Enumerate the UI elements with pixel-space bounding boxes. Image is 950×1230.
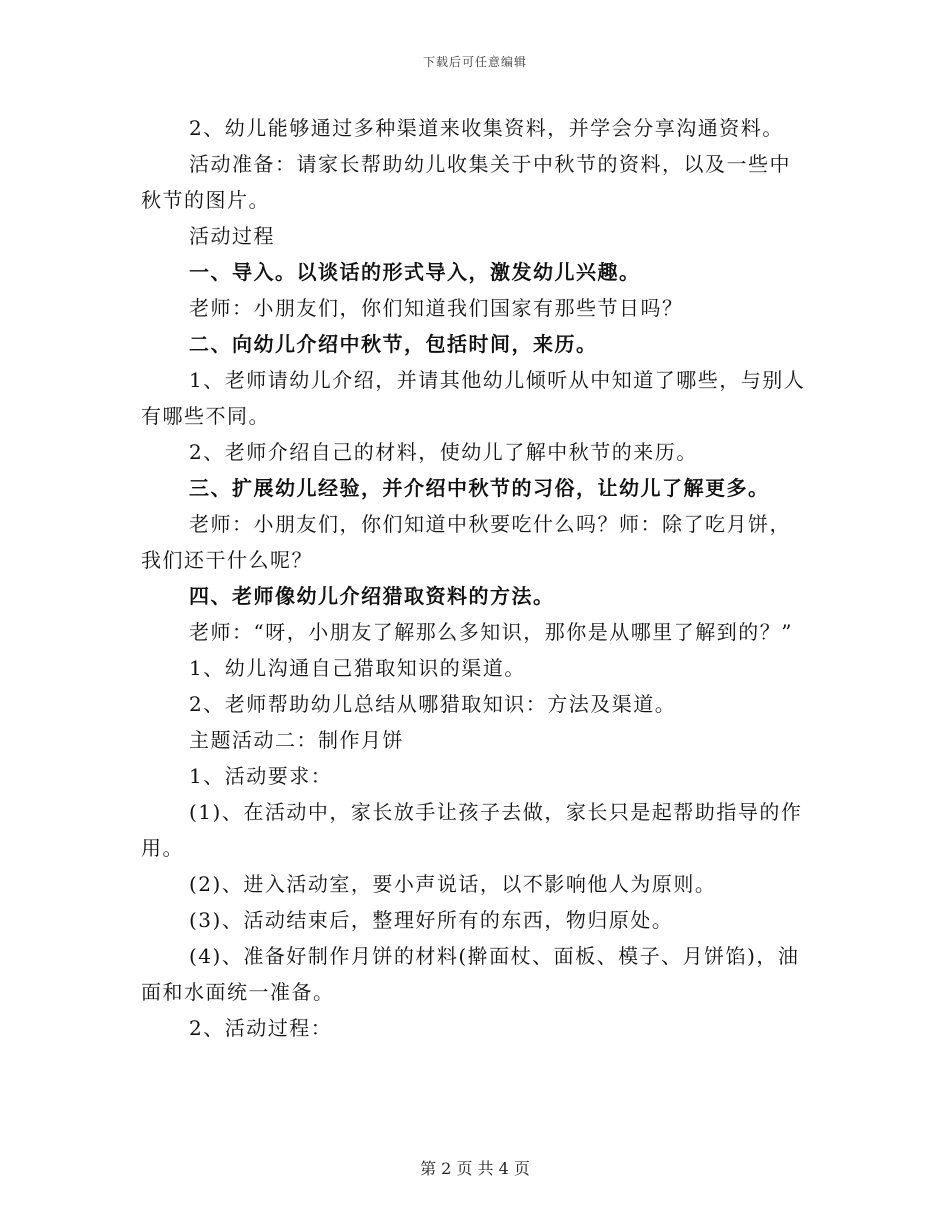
paragraph-3: 活动过程 [189,224,275,248]
section-heading-2: 二、向幼儿介绍中秋节，包括时间，来历。 [189,332,598,356]
paragraph-16: 1、活动要求： [189,764,333,788]
section-heading-1: 一、导入。以谈话的形式导入，激发幼儿兴趣。 [189,260,641,284]
page-header: 下载后可任意编辑 [422,55,527,69]
paragraph-20: (4)、准备好制作月饼的材料(擀面杖、面板、模子、月饼馅)，油面和水面统一准备。 [141,944,800,1004]
paragraph-10: 老师：小朋友们，你们知道中秋要吃什么吗？师：除了吃月饼，我们还干什么呢？ [141,512,791,572]
section-heading-3: 三、扩展幼儿经验，并介绍中秋节的习俗，让幼儿了解更多。 [189,476,770,500]
paragraph-1: 2、幼儿能够通过多种渠道来收集资料，并学会分享沟通资料。 [189,116,784,140]
section-heading-4: 四、老师像幼儿介绍猎取资料的方法。 [189,584,555,608]
paragraph-7: 1、老师请幼儿介绍，并请其他幼儿倾听从中知道了哪些，与别人有哪些不同。 [141,368,806,428]
document-body [141,110,806,1046]
paragraph-12: 老师：“呀，小朋友了解那么多知识，那你是从哪里了解到的？” [189,620,793,644]
paragraph-13: 1、幼儿沟通自己猎取知识的渠道。 [189,656,526,680]
paragraph-21: 2、活动过程： [189,1016,333,1040]
paragraph-19: (3)、活动结束后，整理好所有的东西，物归原处。 [189,908,674,932]
paragraph-5: 老师：小朋友们，你们知道我们国家有那些节日吗？ [189,296,684,320]
paragraph-8: 2、老师介绍自己的材料，使幼儿了解中秋节的来历。 [189,440,698,464]
paragraph-15: 主题活动二：制作月饼 [189,728,404,752]
paragraph-17: (1)、在活动中，家长放手让孩子去做，家长只是起帮助指导的作用。 [141,800,803,860]
paragraph-18: (2)、进入活动室，要小声说话，以不影响他人为原则。 [189,872,717,896]
paragraph-2: 活动准备：请家长帮助幼儿收集关于中秋节的资料，以及一些中秋节的图片。 [141,152,791,212]
page-footer: 第 2 页 共 4 页 [420,1159,530,1178]
paragraph-14: 2、老师帮助幼儿总结从哪猎取知识：方法及渠道。 [189,692,677,716]
